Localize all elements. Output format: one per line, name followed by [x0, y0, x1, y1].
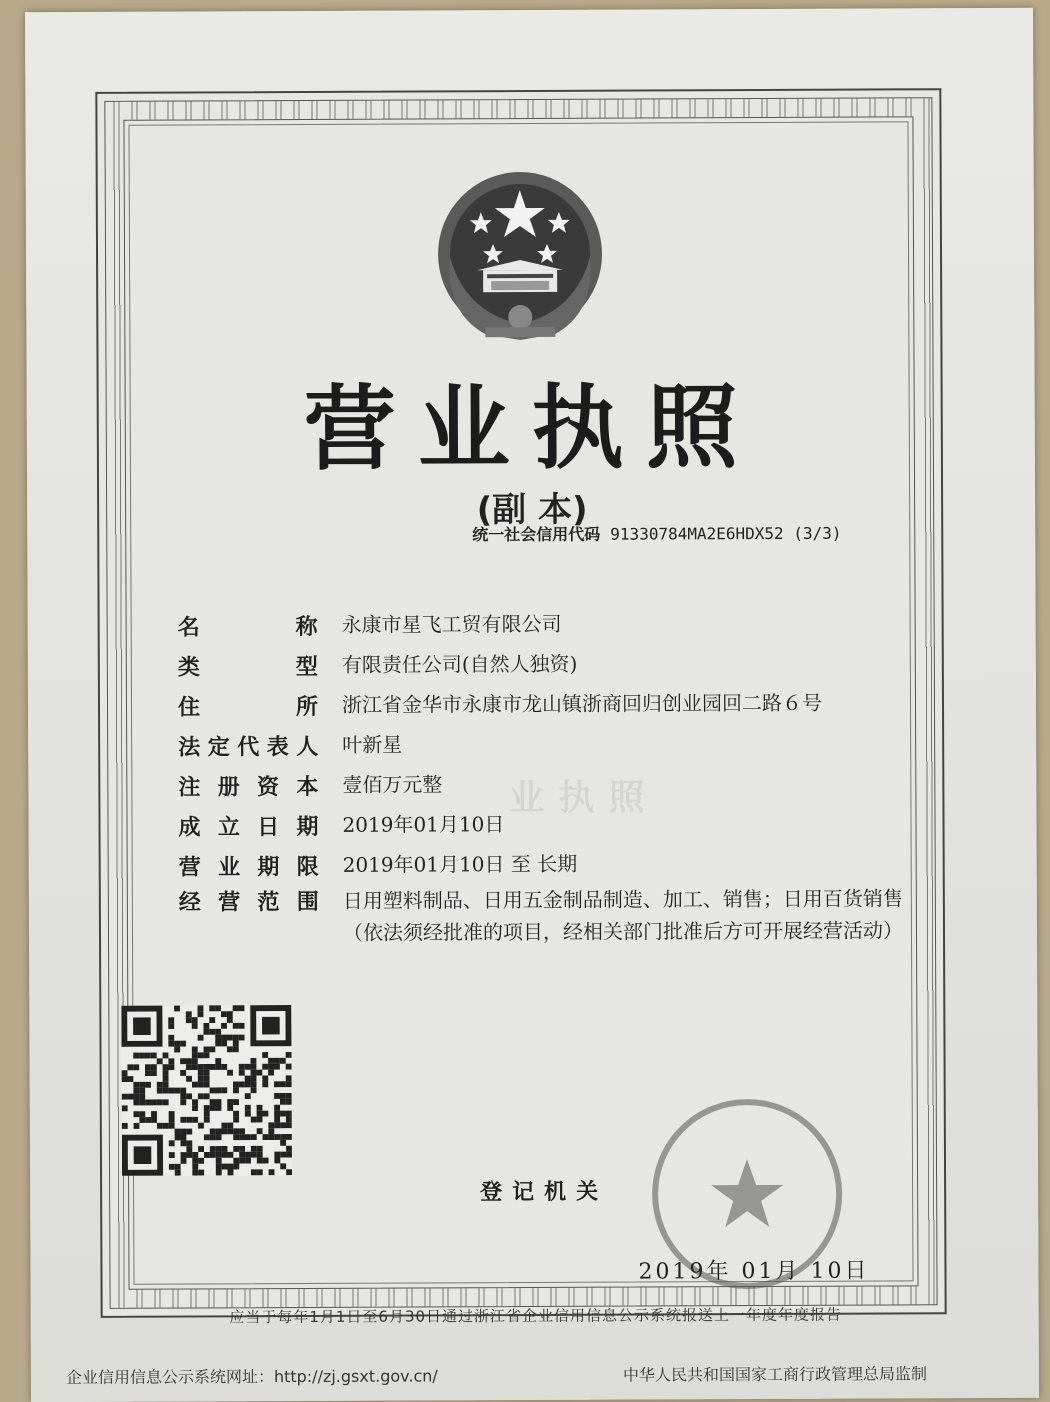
field-label: 法定代表人	[178, 734, 319, 761]
field-row-scope	[179, 882, 939, 949]
issue-date: 2019年 01月 10日	[638, 1258, 870, 1285]
document-subtitle: (副 本)	[476, 489, 588, 531]
field-row-type	[178, 642, 938, 685]
field-value: 永康市星飞工贸有限公司	[341, 611, 562, 637]
document-title: 营业执照	[303, 374, 761, 483]
watermark-text: 业执照	[508, 777, 659, 820]
registrar-label: 登记机关	[480, 1179, 609, 1206]
field-value: 叶新星	[342, 732, 403, 757]
national-emblem-icon	[425, 162, 616, 353]
field-row-address	[178, 682, 938, 725]
scope-line-2: （依法须经批准的项目，经相关部门批准后方可开展经营活动）	[342, 918, 904, 945]
license-paper	[25, 8, 1039, 1402]
credit-code-label: 统一社会信用代码	[472, 524, 601, 545]
field-label: 成立日期	[178, 814, 319, 841]
field-row-term	[179, 842, 939, 885]
footer-website: 企业信用信息公示系统网址：http://zj.gsxt.gov.cn/	[65, 1366, 438, 1388]
field-label: 名称	[177, 614, 318, 641]
field-label: 经营范围	[178, 889, 319, 916]
field-label: 营业期限	[178, 854, 319, 881]
field-value: 2019年01月10日	[342, 812, 505, 837]
scope-line-1: 日用塑料制品、日用五金制品制造、加工、销售；日用百货销售	[342, 886, 903, 913]
field-value: 浙江省金华市永康市龙山镇浙商回归创业园回二路６号	[341, 690, 823, 717]
field-row-capital	[178, 762, 938, 805]
field-row-established	[178, 802, 938, 845]
qr-code-icon[interactable]	[121, 1004, 292, 1177]
footer-supervisor: 中华人民共和国国家工商行政管理总局监制	[622, 1364, 927, 1385]
field-value: 壹佰万元整	[342, 772, 443, 797]
credit-code-line	[472, 521, 841, 546]
field-value: 2019年01月10日 至 长期	[342, 851, 578, 877]
credit-code-value: 91330784MA2E6HDX52 (3/3)	[610, 523, 842, 544]
field-label: 类型	[177, 654, 318, 681]
field-label: 注册资本	[178, 774, 319, 801]
field-row-name	[178, 602, 938, 645]
field-row-legal-rep	[178, 722, 938, 765]
license-fields	[178, 602, 939, 949]
scope-value	[343, 882, 903, 948]
field-value: 有限责任公司(自然人独资)	[341, 651, 578, 677]
annual-report-notice: 应当于每年1月1日至6月30日通过浙江省企业信用信息公示系统报送上一年度年度报告	[229, 1305, 843, 1327]
field-label: 住所	[177, 694, 319, 721]
